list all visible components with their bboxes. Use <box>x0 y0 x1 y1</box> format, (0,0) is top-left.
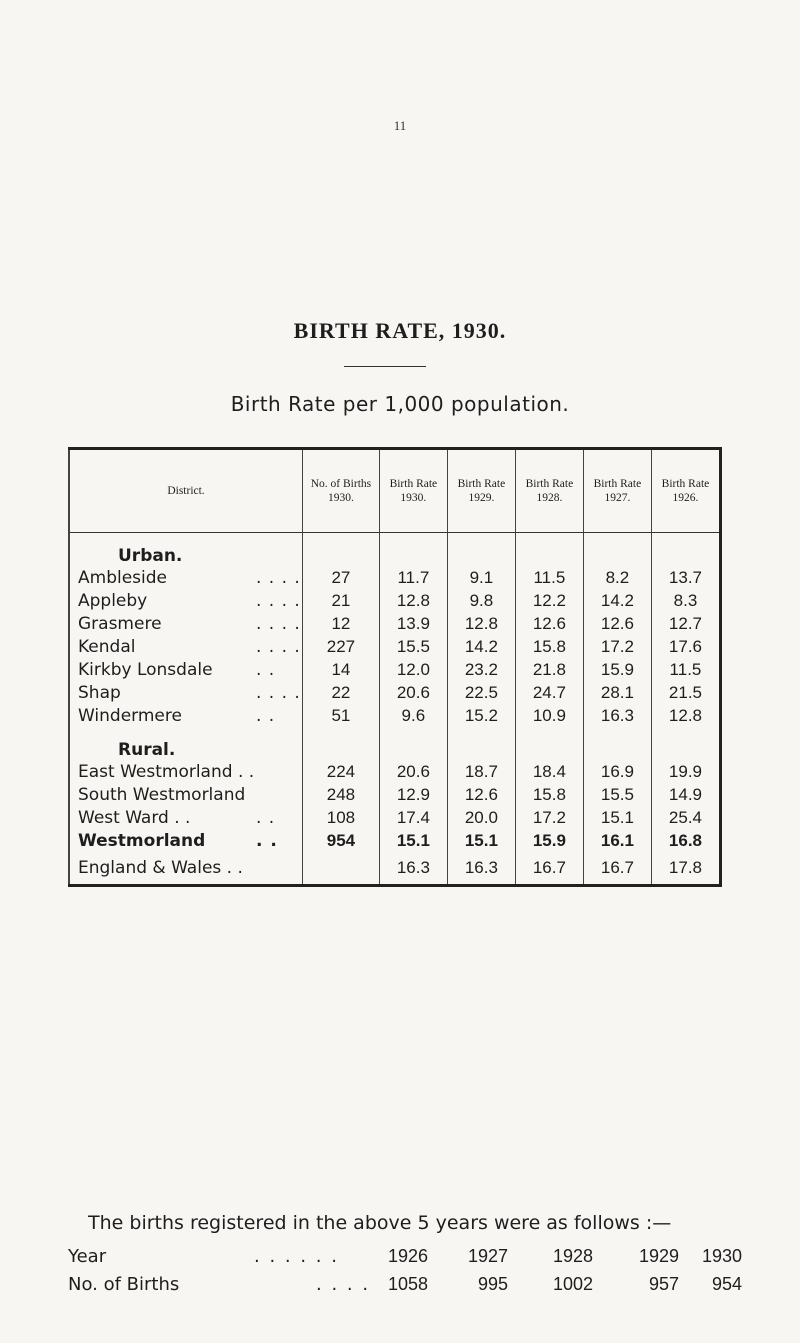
empty-cell <box>379 533 447 567</box>
district-name: Windermere <box>78 705 182 726</box>
rate-cell-1926: 21.5 <box>651 681 720 704</box>
rate-cell-1928: 15.8 <box>515 783 583 806</box>
table-row <box>69 658 721 681</box>
births-cell: 21 <box>303 589 380 612</box>
rate-cell-1927: 15.1 <box>583 806 651 829</box>
empty-cell <box>379 727 447 760</box>
header-births-1930: No. of Births 1930. <box>303 449 380 533</box>
district-cell <box>69 852 303 886</box>
year-value: 1926 <box>387 1246 428 1266</box>
district-name: South Westmorland <box>78 784 246 805</box>
section-heading: Urban. <box>118 546 183 566</box>
births-cell: 12 <box>303 612 380 635</box>
district-cell <box>69 760 303 783</box>
rate-cell-1929: 16.3 <box>447 852 515 886</box>
rate-cell-1926: 12.7 <box>651 612 720 635</box>
rate-cell-1930: 12.8 <box>379 589 447 612</box>
empty-cell <box>515 727 583 760</box>
table-row <box>69 681 721 704</box>
table-row <box>69 829 721 852</box>
rate-cell-1930: 12.0 <box>379 658 447 681</box>
births-label: No. of Births <box>68 1274 180 1295</box>
header-rate-1927: Birth Rate 1927. <box>583 449 651 533</box>
births-dots: . . . . <box>316 1274 371 1295</box>
rate-cell-1930: 11.7 <box>379 566 447 589</box>
table-row <box>69 635 721 658</box>
rate-cell-1926: 12.8 <box>651 704 720 727</box>
rate-cell-1930: 12.9 <box>379 783 447 806</box>
rate-cell-1929: 15.2 <box>447 704 515 727</box>
rate-cell-1928: 11.5 <box>515 566 583 589</box>
births-cell: 224 <box>303 760 380 783</box>
summary-year-row <box>68 1246 742 1270</box>
district-cell <box>69 783 303 806</box>
births-cell: 51 <box>303 704 380 727</box>
births-value: 995 <box>477 1274 508 1294</box>
header-rate-1930: Birth Rate 1930. <box>379 449 447 533</box>
table-row <box>69 760 721 783</box>
year-value: 1929 <box>638 1246 679 1266</box>
empty-cell <box>303 533 380 567</box>
leader-dots: . . . . <box>256 613 301 634</box>
rate-cell-1927: 17.2 <box>583 635 651 658</box>
leader-dots: . . <box>256 659 276 680</box>
rate-cell-1927: 12.6 <box>583 612 651 635</box>
rate-cell-1928: 12.2 <box>515 589 583 612</box>
rate-cell-1930: 13.9 <box>379 612 447 635</box>
district-name: Kirkby Lonsdale <box>78 659 213 680</box>
births-cell: 27 <box>303 566 380 589</box>
rate-cell-1927: 8.2 <box>583 566 651 589</box>
births-cell: 227 <box>303 635 380 658</box>
rate-cell-1929: 9.8 <box>447 589 515 612</box>
rate-cell-1928: 12.6 <box>515 612 583 635</box>
district-name: Westmorland <box>78 830 206 851</box>
rate-cell-1930: 20.6 <box>379 760 447 783</box>
rate-cell-1928: 21.8 <box>515 658 583 681</box>
births-cell: 108 <box>303 806 380 829</box>
rate-cell-1926: 11.5 <box>651 658 720 681</box>
district-cell <box>69 589 303 612</box>
births-value: 1002 <box>552 1274 593 1294</box>
title-divider <box>344 366 426 367</box>
rate-cell-1929: 9.1 <box>447 566 515 589</box>
rate-cell-1927: 28.1 <box>583 681 651 704</box>
leader-dots: . . <box>256 807 276 828</box>
rate-cell-1927: 16.3 <box>583 704 651 727</box>
rate-cell-1928: 18.4 <box>515 760 583 783</box>
rate-cell-1927: 14.2 <box>583 589 651 612</box>
rate-cell-1927: 16.9 <box>583 760 651 783</box>
district-name: Ambleside <box>78 567 167 588</box>
district-name: East Westmorland . . <box>78 761 255 782</box>
rate-cell-1930: 17.4 <box>379 806 447 829</box>
section-heading-row <box>69 533 721 567</box>
year-label: Year <box>68 1246 107 1267</box>
subtitle: Birth Rate per 1,000 population. <box>230 392 570 416</box>
leader-dots: . . . . <box>256 636 301 657</box>
rate-cell-1926: 14.9 <box>651 783 720 806</box>
rate-cell-1928: 15.9 <box>515 829 583 852</box>
leader-dots: . . . . <box>256 590 301 611</box>
district-name: West Ward . . <box>78 807 191 828</box>
year-dots: . . . . . . <box>254 1246 339 1267</box>
rate-cell-1928: 24.7 <box>515 681 583 704</box>
header-district: District. <box>69 449 303 533</box>
summary-births-row <box>68 1274 742 1298</box>
rate-cell-1930: 15.1 <box>379 829 447 852</box>
empty-cell <box>447 727 515 760</box>
table-row <box>69 566 721 589</box>
rate-cell-1929: 15.1 <box>447 829 515 852</box>
rate-cell-1930: 15.5 <box>379 635 447 658</box>
table-row <box>69 783 721 806</box>
district-cell <box>69 566 303 589</box>
district-cell <box>69 806 303 829</box>
rate-cell-1926: 13.7 <box>651 566 720 589</box>
rate-cell-1926: 25.4 <box>651 806 720 829</box>
table-row <box>69 704 721 727</box>
births-value: 957 <box>648 1274 679 1294</box>
page-number: 11 <box>393 118 407 133</box>
district-name: Grasmere <box>78 613 162 634</box>
rate-cell-1927: 15.5 <box>583 783 651 806</box>
district-cell <box>69 681 303 704</box>
rate-cell-1929: 12.6 <box>447 783 515 806</box>
empty-cell <box>515 533 583 567</box>
rate-cell-1930: 9.6 <box>379 704 447 727</box>
rate-cell-1929: 22.5 <box>447 681 515 704</box>
rate-cell-1929: 12.8 <box>447 612 515 635</box>
rate-cell-1928: 15.8 <box>515 635 583 658</box>
header-rate-1929: Birth Rate 1929. <box>447 449 515 533</box>
summary-intro: The births registered in the above 5 years were as follows :— <box>88 1212 672 1234</box>
rate-cell-1927: 15.9 <box>583 658 651 681</box>
district-name: Appleby <box>78 590 148 611</box>
empty-cell <box>303 727 380 760</box>
births-cell: 954 <box>303 829 380 852</box>
rate-cell-1929: 20.0 <box>447 806 515 829</box>
rate-cell-1930: 16.3 <box>379 852 447 886</box>
births-value: 954 <box>711 1274 742 1294</box>
district-name: Kendal <box>78 636 136 657</box>
rate-cell-1926: 17.8 <box>651 852 720 886</box>
rate-cell-1928: 10.9 <box>515 704 583 727</box>
header-rate-1928: Birth Rate 1928. <box>515 449 583 533</box>
births-cell: 14 <box>303 658 380 681</box>
births-value: 1058 <box>387 1274 428 1294</box>
rate-cell-1929: 14.2 <box>447 635 515 658</box>
table-row <box>69 806 721 829</box>
rate-cell-1928: 17.2 <box>515 806 583 829</box>
empty-cell <box>651 727 720 760</box>
rate-cell-1928: 16.7 <box>515 852 583 886</box>
page-title: BIRTH RATE, 1930. <box>293 318 507 343</box>
district-cell <box>69 704 303 727</box>
district-cell <box>69 658 303 681</box>
births-cell: 248 <box>303 783 380 806</box>
table-row <box>69 852 721 886</box>
table-row <box>69 589 721 612</box>
year-value: 1927 <box>467 1246 508 1266</box>
rate-cell-1929: 18.7 <box>447 760 515 783</box>
leader-dots: . . . . <box>256 682 301 703</box>
section-heading: Rural. <box>118 740 176 760</box>
rate-cell-1929: 23.2 <box>447 658 515 681</box>
district-cell <box>69 635 303 658</box>
leader-dots: . . <box>256 705 276 726</box>
rate-cell-1926: 8.3 <box>651 589 720 612</box>
year-value: 1928 <box>552 1246 593 1266</box>
rate-cell-1926: 16.8 <box>651 829 720 852</box>
section-heading-row <box>69 727 721 760</box>
district-cell <box>69 612 303 635</box>
empty-cell <box>583 727 651 760</box>
rate-cell-1927: 16.7 <box>583 852 651 886</box>
table-header-row <box>69 449 721 533</box>
rate-cell-1927: 16.1 <box>583 829 651 852</box>
empty-cell <box>651 533 720 567</box>
birth-rate-table <box>68 447 722 887</box>
leader-dots: . . <box>256 830 278 851</box>
district-name: England & Wales . . <box>78 858 243 878</box>
rate-cell-1926: 17.6 <box>651 635 720 658</box>
leader-dots: . . . . <box>256 567 301 588</box>
district-name: Shap <box>78 682 121 703</box>
births-cell: 22 <box>303 681 380 704</box>
empty-cell <box>583 533 651 567</box>
header-rate-1926: Birth Rate 1926. <box>651 449 720 533</box>
births-cell <box>303 852 380 886</box>
rate-cell-1930: 20.6 <box>379 681 447 704</box>
district-cell <box>69 829 303 852</box>
empty-cell <box>447 533 515 567</box>
year-value: 1930 <box>701 1246 742 1266</box>
table-row <box>69 612 721 635</box>
rate-cell-1926: 19.9 <box>651 760 720 783</box>
